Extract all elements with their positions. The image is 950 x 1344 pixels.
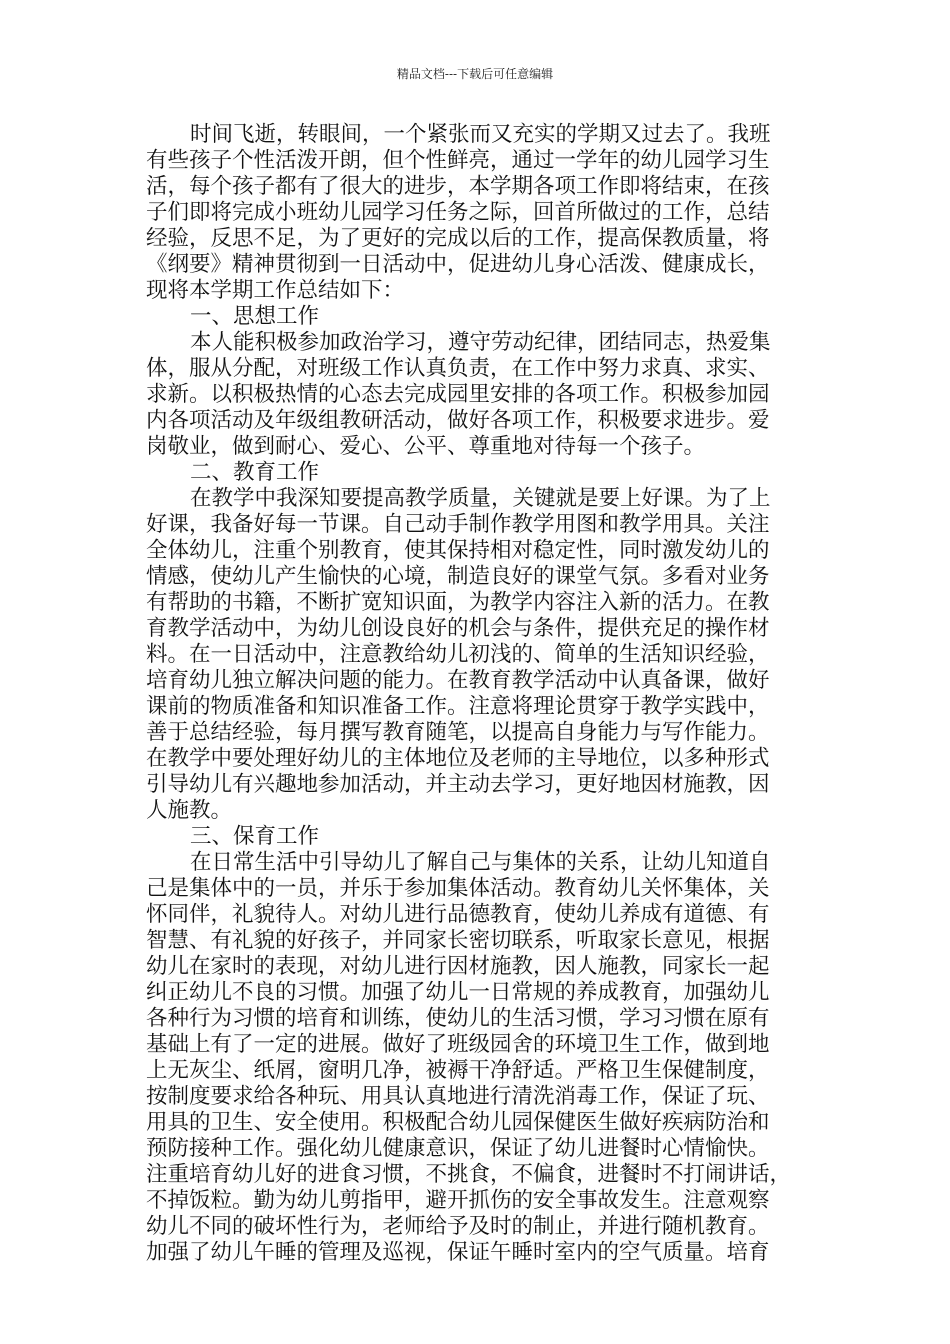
paragraph-line: 基础上有了一定的进展。做好了班级园舍的环境卫生工作，做到地 [146, 1032, 770, 1057]
paragraph-line: 子们即将完成小班幼儿园学习任务之际，回首所做过的工作，总结 [146, 200, 770, 225]
paragraph-line: 幼儿在家时的表现，对幼儿进行因材施教，因人施教，同家长一起 [146, 954, 770, 979]
paragraph-line: 课前的物质准备和知识准备工作。注意将理论贯穿于教学实践中， [146, 694, 770, 719]
paragraph-line: 《纲要》精神贯彻到一日活动中，促进幼儿身心活泼、健康成长， [146, 252, 770, 277]
paragraph-line: 培育幼儿独立解决问题的能力。在教育教学活动中认真备课，做好 [146, 668, 770, 693]
document-body [146, 122, 814, 1266]
paragraph-line: 全体幼儿，注重个别教育，使其保持相对稳定性，同时激发幼儿的 [146, 538, 770, 563]
paragraph-line: 上无灰尘、纸屑，窗明几净，被褥干净舒适。严格卫生保健制度， [146, 1058, 770, 1083]
paragraph-line: 各种行为习惯的培育和训练，使幼儿的生活习惯，学习习惯在原有 [146, 1006, 770, 1031]
paragraph-line: 注重培育幼儿好的进食习惯，不挑食，不偏食，进餐时不打闹讲话， [146, 1162, 792, 1187]
paragraph-line: 好课，我备好每一节课。自己动手制作教学用图和教学用具。关注 [146, 512, 770, 537]
paragraph-line: 岗敬业，做到耐心、爱心、公平、尊重地对待每一个孩子。 [146, 434, 706, 459]
paragraph-line: 善于总结经验，每月撰写教育随笔，以提高自身能力与写作能力。 [146, 720, 770, 745]
paragraph-line: 己是集体中的一员，并乐于参加集体活动。教育幼儿关怀集体，关 [146, 876, 770, 901]
paragraph-line: 纠正幼儿不良的习惯。加强了幼儿一日常规的养成教育，加强幼儿 [146, 980, 770, 1005]
paragraph-line: 怀同伴，礼貌待人。对幼儿进行品德教育，使幼儿养成有道德、有 [146, 902, 770, 927]
paragraph-line: 经验，反思不足，为了更好的完成以后的工作，提高保教质量，将 [146, 226, 770, 251]
paragraph-line: 活，每个孩子都有了很大的进步，本学期各项工作即将结束，在孩 [146, 174, 770, 199]
paragraph-line: 加强了幼儿午睡的管理及巡视，保证午睡时室内的空气质量。培育 [146, 1240, 770, 1265]
paragraph-line: 智慧、有礼貌的好孩子，并同家长密切联系，听取家长意见，根据 [146, 928, 770, 953]
paragraph-line: 在日常生活中引导幼儿了解自己与集体的关系，让幼儿知道自 [190, 850, 771, 875]
paragraph-line: 在教学中我深知要提高教学质量，关键就是要上好课。为了上 [190, 486, 771, 511]
paragraph-line: 有些孩子个性活泼开朗，但个性鲜亮，通过一学年的幼儿园学习生 [146, 148, 770, 173]
page-header: 精品文档---下载后可任意编辑 [396, 67, 554, 81]
paragraph-line: 在教学中要处理好幼儿的主体地位及老师的主导地位，以多种形式 [146, 746, 770, 771]
paragraph-line: 用具的卫生、安全使用。积极配合幼儿园保健医生做好疾病防治和 [146, 1110, 770, 1135]
paragraph-line: 内各项活动及年级组教研活动，做好各项工作，积极要求进步。爱 [146, 408, 770, 433]
paragraph-line: 体，服从分配，对班级工作认真负责，在工作中努力求真、求实、 [146, 356, 770, 381]
paragraph-line: 幼儿不同的破坏性行为，老师给予及时的制止，并进行随机教育。 [146, 1214, 770, 1239]
section-heading: 二、教育工作 [190, 460, 320, 485]
paragraph-line: 时间飞逝，转眼间，一个紧张而又充实的学期又过去了。我班 [190, 122, 771, 147]
paragraph-line: 按制度要求给各种玩、用具认真地进行清洗消毒工作，保证了玩、 [146, 1084, 770, 1109]
paragraph-line: 人施教。 [146, 798, 233, 823]
section-heading: 一、思想工作 [190, 304, 320, 329]
paragraph-line: 现将本学期工作总结如下： [146, 278, 405, 303]
paragraph-line: 预防接种工作。强化幼儿健康意识，保证了幼儿进餐时心情愉快。 [146, 1136, 770, 1161]
section-heading: 三、保育工作 [190, 824, 320, 849]
paragraph-line: 育教学活动中，为幼儿创设良好的机会与条件，提供充足的操作材 [146, 616, 770, 641]
paragraph-line: 不掉饭粒。勤为幼儿剪指甲，避开抓伤的安全事故发生。注意观察 [146, 1188, 770, 1213]
paragraph-line: 求新。以积极热情的心态去完成园里安排的各项工作。积极参加园 [146, 382, 770, 407]
paragraph-line: 有帮助的书籍，不断扩宽知识面，为教学内容注入新的活力。在教 [146, 590, 770, 615]
paragraph-line: 料。在一日活动中，注意教给幼儿初浅的、简单的生活知识经验， [146, 642, 770, 667]
paragraph-line: 情感，使幼儿产生愉快的心境，制造良好的课堂气氛。多看对业务 [146, 564, 770, 589]
paragraph-line: 本人能积极参加政治学习，遵守劳动纪律，团结同志，热爱集 [190, 330, 771, 355]
paragraph-line: 引导幼儿有兴趣地参加活动，并主动去学习，更好地因材施教，因 [146, 772, 770, 797]
